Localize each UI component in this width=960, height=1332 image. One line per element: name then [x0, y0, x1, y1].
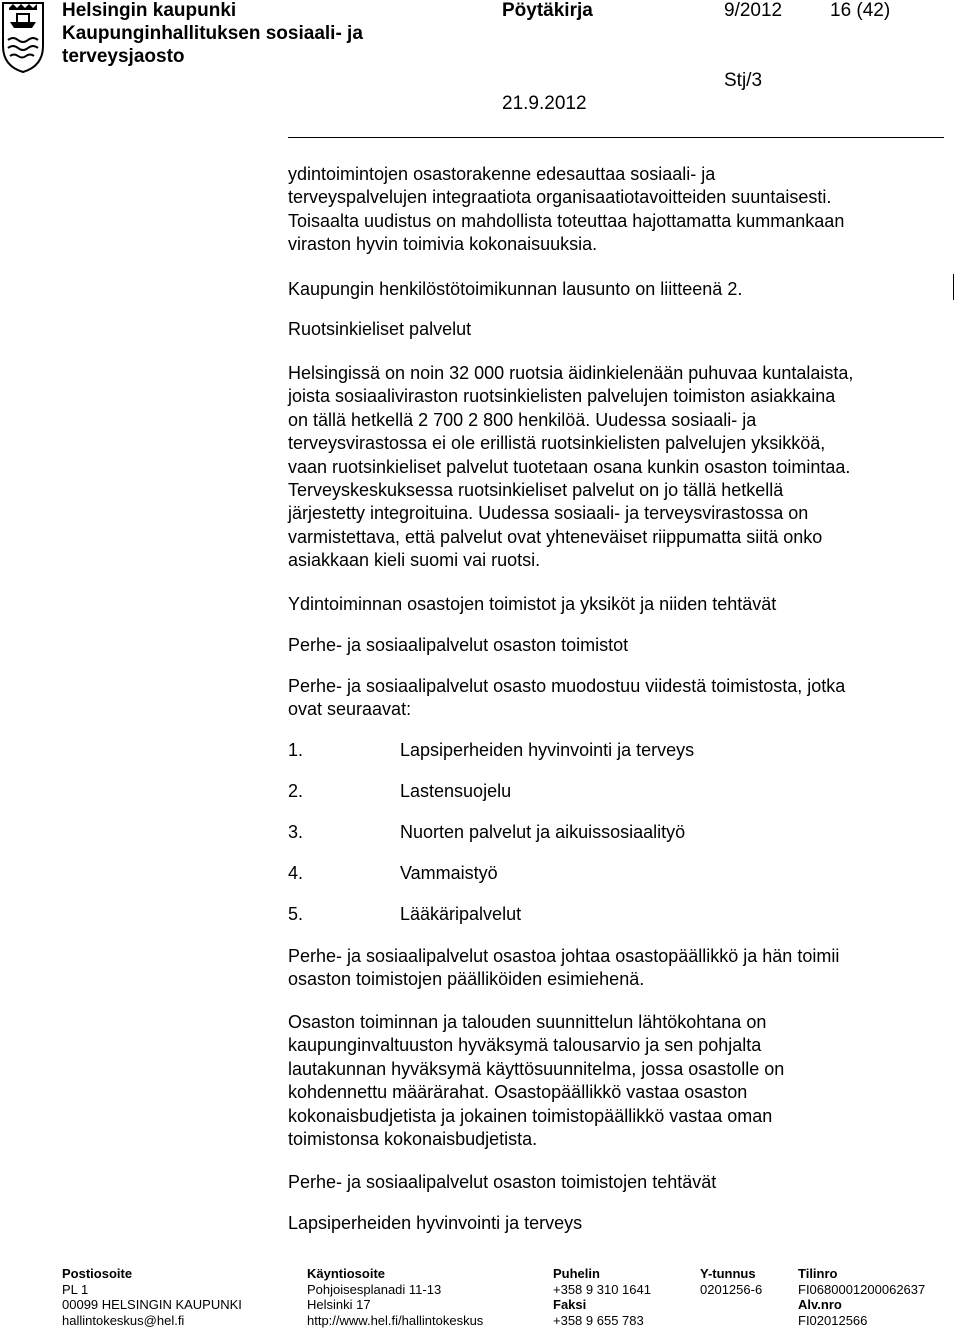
- text-line: Osaston toiminnan ja talouden suunnittelun lähtökohtana on: [288, 1012, 767, 1032]
- text-line: terveyspalvelujen integraatiota organisaatiotavoitteiden suuntaisesti.: [288, 187, 832, 208]
- footer-label: Postiosoite: [62, 1266, 133, 1281]
- footer-website-link[interactable]: http://www.hel.fi/hallintokeskus: [307, 1312, 484, 1328]
- list-item: Lastensuojelu: [400, 781, 512, 801]
- paragraph-staff-statement: [288, 278, 948, 301]
- footer-email[interactable]: hallintokeskus@hel.fi: [62, 1312, 185, 1328]
- text-line: vaan ruotsinkieliset palvelut tuotetaan osana kunkin osaston toimintaa.: [288, 456, 851, 477]
- heading-text: Perhe- ja sosiaalipalvelut osaston toimistot: [288, 635, 629, 655]
- text-line: toimistonsa kokonaisbudjetista.: [288, 1129, 538, 1150]
- text-line: varmistettava, että palvelut ovat yhteneväiset riippumatta siitä onko: [288, 526, 823, 547]
- footer-label: Y-tunnus: [700, 1266, 756, 1281]
- text-line: kohdennettu määrärahat. Osastopäällikkö vastaa osaston: [288, 1082, 748, 1103]
- list-item: Vammaistyö: [400, 863, 498, 883]
- heading-swedish-services: [288, 318, 948, 341]
- list-item-number: 2.: [288, 781, 304, 801]
- list-item-number: 4.: [288, 863, 304, 883]
- footer-value: 0201256-6: [700, 1281, 763, 1297]
- footer-visiting-address: [307, 1266, 483, 1328]
- footer-label: Alv.nro: [798, 1297, 842, 1312]
- meeting-date: 21.9.2012: [502, 93, 587, 114]
- list-item: Nuorten palvelut ja aikuissosiaalityö: [400, 822, 686, 842]
- text-line: Terveyskeskuksessa ruotsinkieliset palvelut on jo tällä hetkellä: [288, 480, 784, 501]
- list-item-number: 3.: [288, 822, 304, 842]
- doc-type: Pöytäkirja: [502, 0, 593, 21]
- heading-text: Ydintoiminnan osastojen toimistot ja yksiköt ja niiden tehtävät: [288, 594, 777, 614]
- footer-label: Faksi: [553, 1297, 587, 1312]
- footer-phone: [553, 1266, 651, 1328]
- text-line: kokonaisbudjetista ja jokainen toimistopäällikkö vastaa oman: [288, 1105, 773, 1126]
- header-rule: [288, 137, 944, 138]
- text-line: lautakunnan hyväksymä käyttösuunnitelma, jossa osastolle on: [288, 1058, 785, 1079]
- footer-value: FI02012566: [798, 1312, 868, 1328]
- heading-office-tasks: [288, 1171, 948, 1194]
- text-line: osaston toimistojen päälliköiden esimiehenä.: [288, 969, 645, 990]
- text-line: järjestetty integroituina. Uudessa sosiaali- ja terveysvirastossa on: [288, 503, 809, 524]
- text-line: kaupunginvaltuuston hyväksymä talousarvio ja sen pohjalta: [288, 1035, 762, 1056]
- footer-value: Pohjoisesplanadi 11-13: [307, 1281, 442, 1297]
- footer-bank-account: [798, 1266, 925, 1328]
- footer-business-id: [700, 1266, 762, 1297]
- footer-value: Helsinki 17: [307, 1297, 371, 1312]
- paragraph-integration: [288, 163, 948, 257]
- section-code: Stj/3: [724, 70, 763, 91]
- text-line: asiakkaan kieli suomi vai ruotsi.: [288, 550, 541, 571]
- paragraph-budget: [288, 1011, 948, 1151]
- text-line: Helsingissä on noin 32 000 ruotsia äidinkielenään puhuvaa kuntalaista,: [288, 363, 854, 383]
- heading-family-offices: [288, 634, 948, 657]
- heading-child-families: [288, 1212, 948, 1235]
- footer-value: +358 9 310 1641: [553, 1281, 651, 1297]
- text-line: viraston hyvin toimivia kokonaisuuksia.: [288, 234, 598, 255]
- text-line: Toisaalta uudistus on mahdollista toteuttaa hajottamatta kummankaan: [288, 210, 845, 231]
- text-line: ovat seuraavat:: [288, 699, 412, 720]
- list-item-number: 5.: [288, 904, 304, 924]
- footer-value: +358 9 655 783: [553, 1312, 644, 1328]
- footer-postal-address: [62, 1266, 242, 1328]
- text-line: Perhe- ja sosiaalipalvelut osasto muodostuu viidestä toimistosta, jotka: [288, 676, 846, 696]
- footer-label: Puhelin: [553, 1266, 600, 1281]
- text-line: on tällä hetkellä 2 700 2 800 henkilöä. Uudessa sosiaali- ja: [288, 409, 757, 430]
- revision-bar: [953, 274, 954, 300]
- org-name: Helsingin kaupunki: [62, 0, 237, 21]
- footer-value: PL 1: [62, 1281, 89, 1297]
- org-unit-cont: terveysjaosto: [62, 46, 185, 67]
- text-line: joista sosiaaliviraston ruotsinkielisten palvelujen toimiston asiakkaina: [288, 386, 836, 407]
- heading-text: Perhe- ja sosiaalipalvelut osaston toimistojen tehtävät: [288, 1172, 717, 1192]
- list-item: Lääkäripalvelut: [400, 904, 522, 924]
- doc-number: 9/2012: [724, 0, 783, 21]
- heading-core-departments: [288, 593, 948, 616]
- heading-text: Ruotsinkieliset palvelut: [288, 319, 472, 339]
- footer-label: Tilinro: [798, 1266, 838, 1281]
- text-line: Perhe- ja sosiaalipalvelut osastoa johtaa osastopäällikkö ja hän toimii: [288, 946, 840, 966]
- org-unit: Kaupunginhallituksen sosiaali- ja: [62, 23, 363, 44]
- list-item: Lapsiperheiden hyvinvointi ja terveys: [400, 740, 695, 760]
- list-item-number: 1.: [288, 740, 304, 760]
- paragraph-five-offices: [288, 675, 948, 722]
- heading-text: Lapsiperheiden hyvinvointi ja terveys: [288, 1213, 583, 1233]
- footer-value: FI0680001200062637: [798, 1281, 926, 1297]
- text-line: Kaupungin henkilöstötoimikunnan lausunto on liitteenä 2.: [288, 279, 743, 299]
- text-line: ydintoimintojen osastorakenne edesauttaa sosiaali- ja: [288, 164, 716, 184]
- text-line: terveysvirastossa ei ole erillistä ruotsinkielisten palvelujen yksikköä,: [288, 433, 826, 454]
- footer-label: Käyntiosoite: [307, 1266, 386, 1281]
- page-number: 16 (42): [830, 0, 891, 21]
- footer-value: 00099 HELSINGIN KAUPUNKI: [62, 1297, 242, 1312]
- paragraph-swedish-services: [288, 362, 948, 573]
- helsinki-coat-of-arms-logo: [0, 0, 46, 74]
- paragraph-department-head: [288, 945, 948, 992]
